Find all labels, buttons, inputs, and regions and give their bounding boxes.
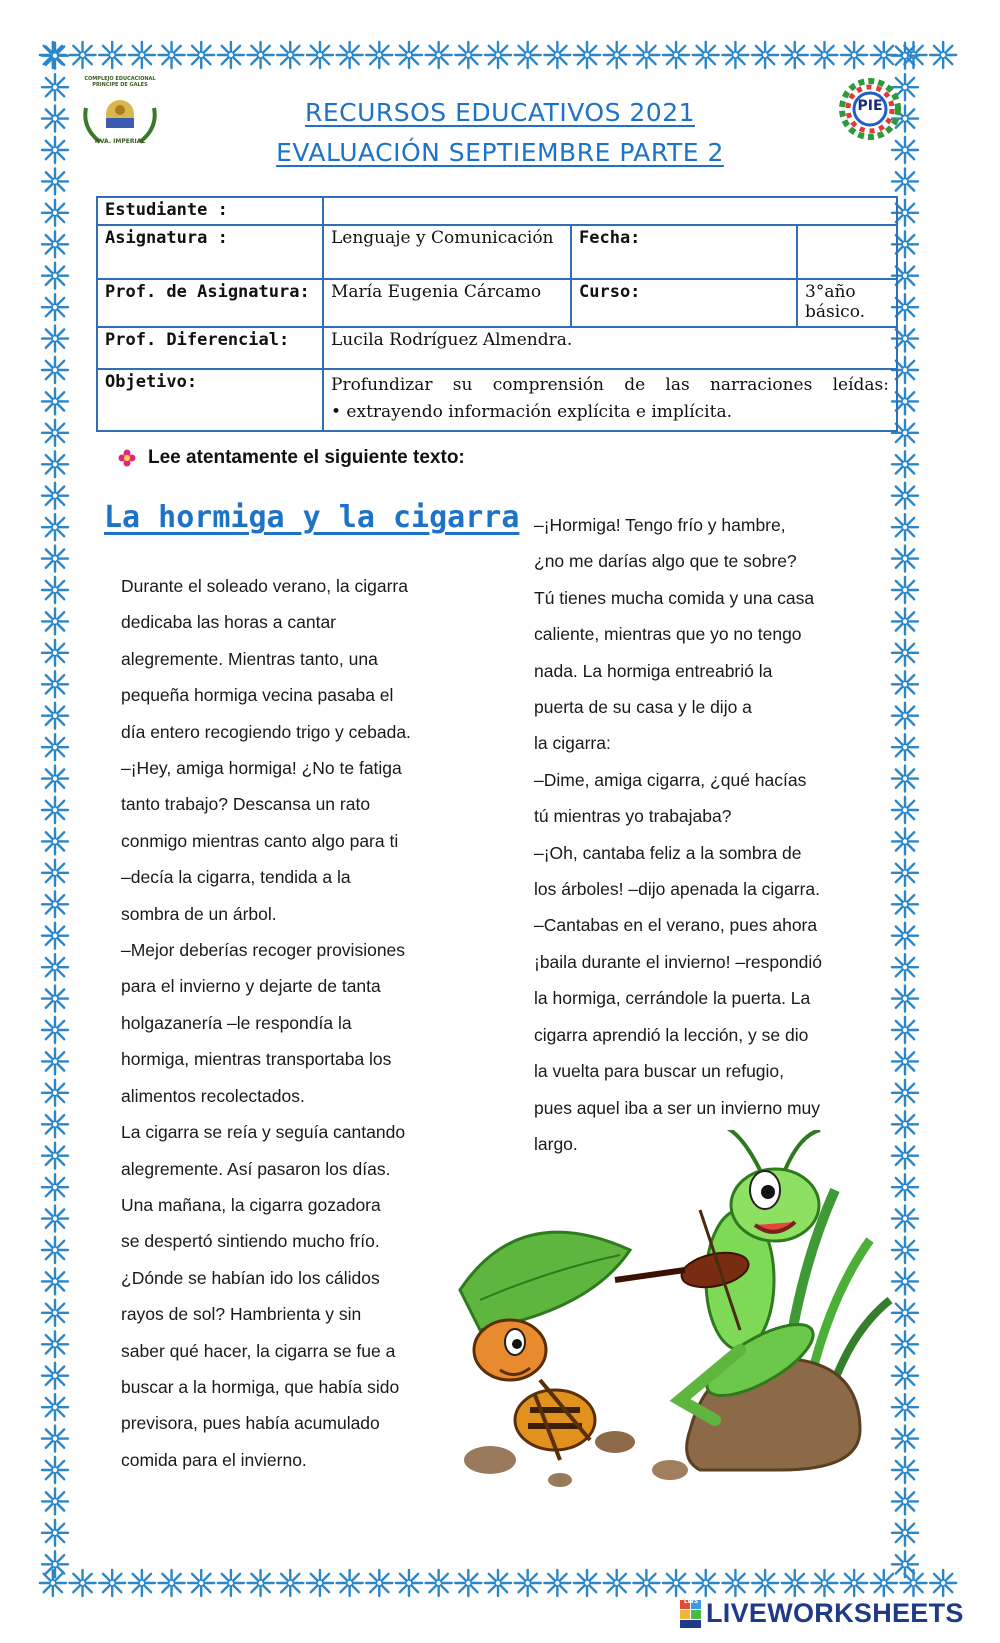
story-left-line: para el invierno y dejarte de tanta [121, 976, 381, 997]
objective-label: Objetivo: [97, 369, 323, 431]
story-left-line: se despertó sintiendo mucho frío. [121, 1231, 380, 1252]
diff-teacher-value: Lucila Rodríguez Almendra. [323, 327, 897, 369]
story-right-line: tú mientras yo trabajaba? [534, 806, 732, 827]
student-name-field[interactable] [323, 197, 897, 225]
story-right-line: cigarra aprendió la lección, y se dio [534, 1024, 809, 1045]
student-info-table [96, 196, 898, 432]
story-right-line: nada. La hormiga entreabrió la [534, 660, 773, 681]
liveworksheets-logo-icon [680, 1600, 702, 1628]
story-left-line: conmigo mientras canto algo para ti [121, 830, 399, 851]
teacher-label: Prof. de Asignatura: [97, 279, 323, 327]
story-left-line: buscar a la hormiga, que había sido [121, 1376, 400, 1397]
instruction [118, 447, 465, 469]
subject-label: Asignatura : [97, 225, 323, 279]
story-left-line: Durante el soleado verano, la cigarra [121, 576, 408, 596]
story-left-line: ¿Dónde se habían ido los cálidos [121, 1267, 380, 1288]
objective-line-1: Profundizar su comprensión de las narraciones leídas: [331, 375, 889, 395]
story-left-line: La cigarra se reía y seguía cantando [121, 1122, 406, 1143]
story-left-line: –¡Hey, amiga hormiga! ¿No te fatiga [121, 758, 402, 779]
story-left-line: previsora, pues había acumulado [121, 1413, 380, 1434]
story-right-line: caliente, mientras que yo no tengo [534, 624, 802, 645]
ant-and-grasshopper-illustration [440, 1130, 900, 1520]
date-field[interactable] [797, 225, 897, 279]
story-right-line: la cigarra: [534, 733, 611, 754]
story-right-line: la hormiga, cerrándole la puerta. La [534, 988, 811, 1009]
liveworksheets-watermark [680, 1598, 964, 1629]
story-left-line: dedicaba las horas a cantar [121, 612, 336, 633]
diff-teacher-label: Prof. Diferencial: [97, 327, 323, 369]
story-left-line: saber qué hacer, la cigarra se fue a [121, 1340, 396, 1361]
story-right-line: los árboles! –dijo apenada la cigarra. [534, 879, 821, 900]
story-left-column [121, 568, 411, 1478]
story-right-line: –Dime, amiga cigarra, ¿qué hacías [534, 769, 807, 790]
story-right-line: –¡Oh, cantaba feliz a la sombra de [534, 842, 802, 863]
story-right-line: largo. [534, 1133, 578, 1154]
bottom-border [38, 1566, 958, 1600]
school-logo-bottom-text: NVA. IMPERIAL [94, 138, 146, 145]
story-right-column [534, 507, 822, 1162]
left-border [38, 40, 72, 1580]
student-label: Estudiante : [97, 197, 323, 225]
date-label: Fecha: [571, 225, 797, 279]
grade-label: Curso: [571, 279, 797, 327]
page-title: RECURSOS EDUCATIVOS 2021 [304, 98, 696, 127]
story-right-line: puerta de su casa y le dijo a [534, 697, 752, 718]
story-left-line: pequeña hormiga vecina pasaba el [121, 685, 394, 706]
story-right-line: pues aquel iba a ser un invierno muy [534, 1097, 821, 1118]
story-right-line: –Cantabas en el verano, pues ahora [534, 915, 818, 936]
objective-line-2: • extrayendo información explícita e implícita. [331, 402, 732, 422]
story-left-line: –Mejor deberías recoger provisiones [121, 940, 406, 961]
objective-value [323, 369, 897, 431]
story-right-line: la vuelta para buscar un refugio, [534, 1061, 785, 1082]
page-subtitle: EVALUACIÓN SEPTIEMBRE PARTE 2 [276, 138, 724, 167]
pie-logo-text: PIE [857, 98, 883, 114]
story-right-line: ¿no me darías algo que te sobre? [534, 551, 797, 572]
story-left-line: día entero recogiendo trigo y cebada. [121, 721, 411, 742]
flower-bullet-icon [118, 449, 136, 467]
story-left-line: tanto trabajo? Descansa un rato [121, 794, 371, 815]
instruction-text: Lee atentamente el siguiente texto: [148, 447, 465, 468]
story-left-line: –decía la cigarra, tendida a la [121, 867, 351, 888]
teacher-value: María Eugenia Cárcamo [323, 279, 571, 327]
story-left-line: sombra de un árbol. [121, 903, 277, 924]
story-right-line: Tú tienes mucha comida y una casa [534, 587, 815, 608]
subject-value: Lenguaje y Comunicación [323, 225, 571, 279]
story-left-line: Una mañana, la cigarra gozadora [121, 1194, 381, 1215]
top-border [38, 38, 958, 72]
story-left-line: alegremente. Así pasaron los días. [121, 1158, 391, 1179]
story-left-line: rayos de sol? Hambrienta y sin [121, 1304, 362, 1325]
liveworksheets-brand: LIVEWORKSHEETS [706, 1598, 964, 1628]
story-left-line: holgazanería –le respondía la [121, 1012, 352, 1033]
story-title: La hormiga y la cigarra [104, 500, 520, 535]
story-left-line: alimentos recolectados. [121, 1085, 305, 1106]
story-right-line: ¡baila durante el invierno! –respondió [534, 951, 822, 972]
story-left-line: alegremente. Mientras tanto, una [121, 648, 378, 669]
story-right-line: –¡Hormiga! Tengo frío y hambre, [534, 515, 786, 535]
story-left-line: hormiga, mientras transportaba los [121, 1049, 392, 1070]
liveworksheets-logo-letters: LWS [683, 1598, 699, 1605]
story-left-line: comida para el invierno. [121, 1449, 307, 1470]
school-logo-top-text: COMPLEJO EDUCACIONAL PRINCIPE DE GALES [84, 76, 156, 88]
grade-value: 3°año básico. [797, 279, 897, 327]
